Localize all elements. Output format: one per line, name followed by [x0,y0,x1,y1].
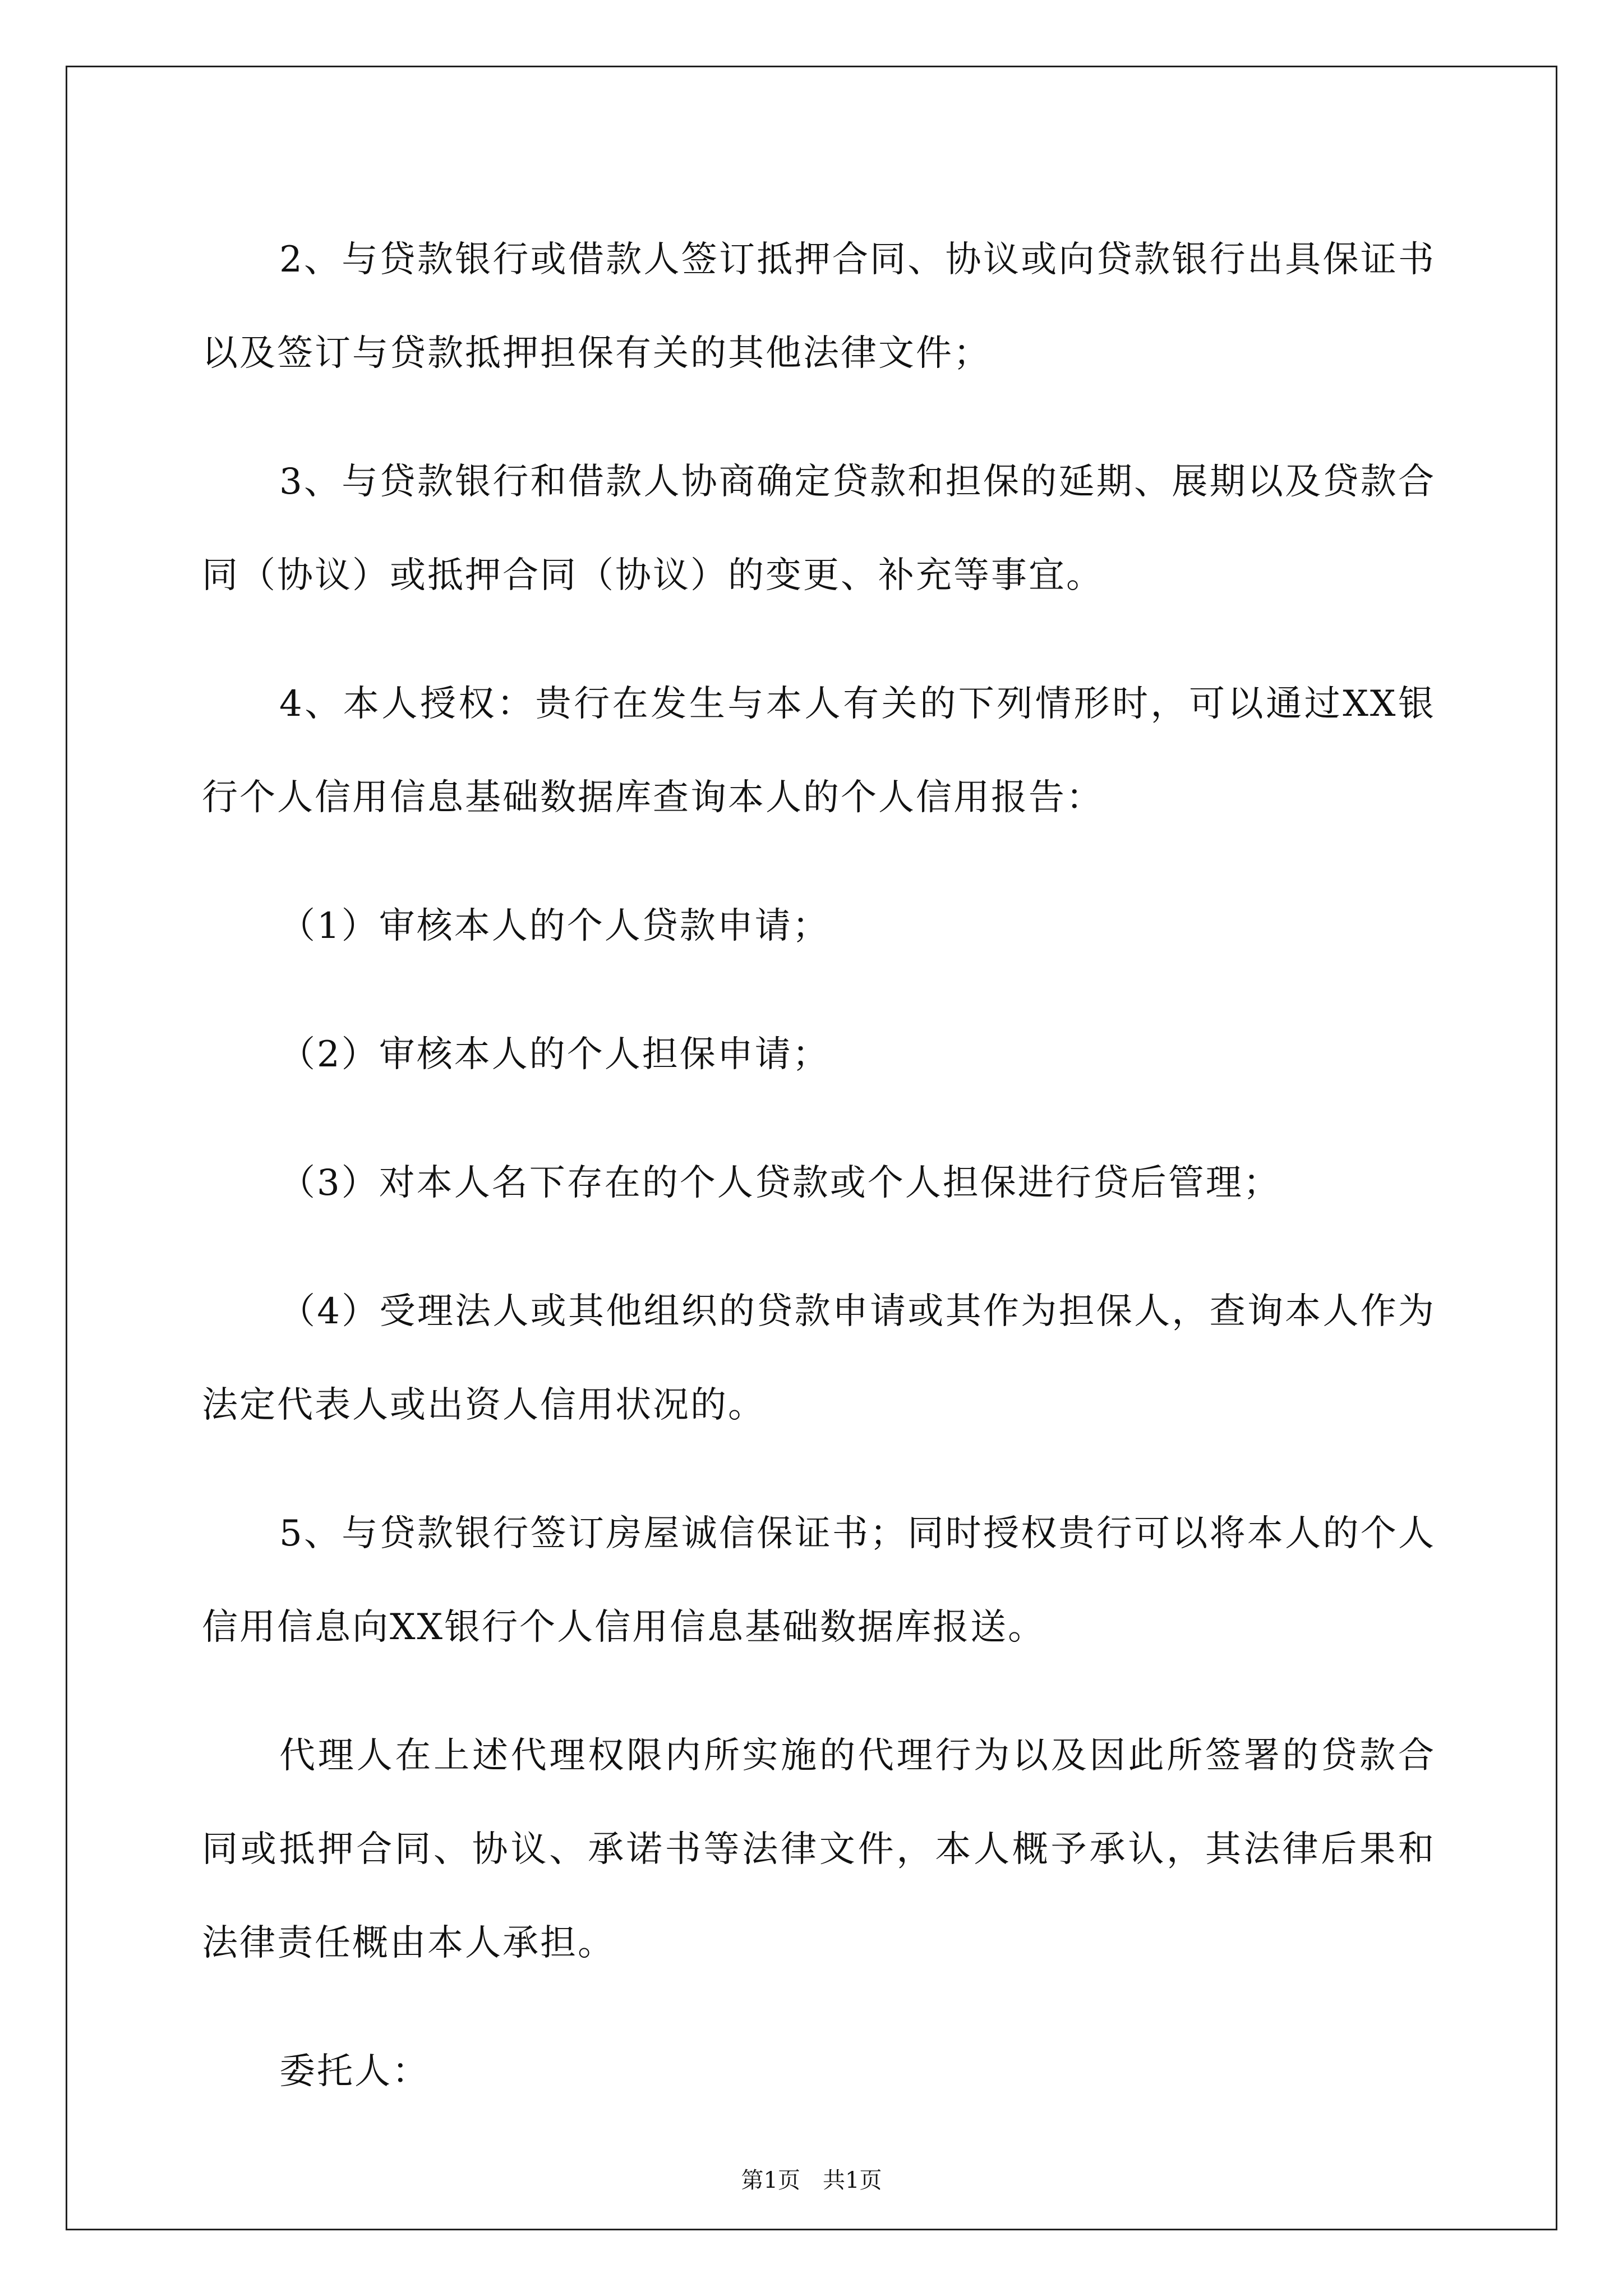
page-footer: 第1页 共1页 [741,2168,882,2193]
paragraph-item-4: 4、本人授权：贵行在发生与本人有关的下列情形时，可以通过XX银行个人信用信息基础数据库查询本人的个人信用报告： [202,683,1436,818]
paragraph-item-5: 5、与贷款银行签订房屋诚信保证书；同时授权贵行可以将本人的个人信用信息向XX银行个人信用信息基础数据库报送。 [202,1513,1436,1648]
paragraph-principal: 委托人： [279,2051,430,2092]
paragraph-subitem-2: （2）审核本人的个人担保申请； [279,1034,830,1075]
document-body [202,213,1436,2154]
paragraph-agent-statement: 代理人在上述代理权限内所实施的代理行为以及因此所签署的贷款合同或抵押合同、协议、承诺书等法律文件，本人概予承认，其法律后果和法律责任概由本人承担。 [202,1735,1436,1964]
paragraph-item-2: 2、与贷款银行或借款人签订抵押合同、协议或向贷款银行出具保证书以及签订与贷款抵押担保有关的其他法律文件； [202,239,1436,374]
paragraph-subitem-4: （4）受理法人或其他组织的贷款申请或其作为担保人，查询本人作为法定代表人或出资人信用状况的。 [202,1291,1436,1426]
paragraph-subitem-3: （3）对本人名下存在的个人贷款或个人担保进行贷后管理； [279,1162,1281,1204]
paragraph-subitem-1: （1）审核本人的个人贷款申请； [279,905,830,947]
paragraph-item-3: 3、与贷款银行和借款人协商确定贷款和担保的延期、展期以及贷款合同（协议）或抵押合同（协议）的变更、补充等事宜。 [202,461,1436,596]
